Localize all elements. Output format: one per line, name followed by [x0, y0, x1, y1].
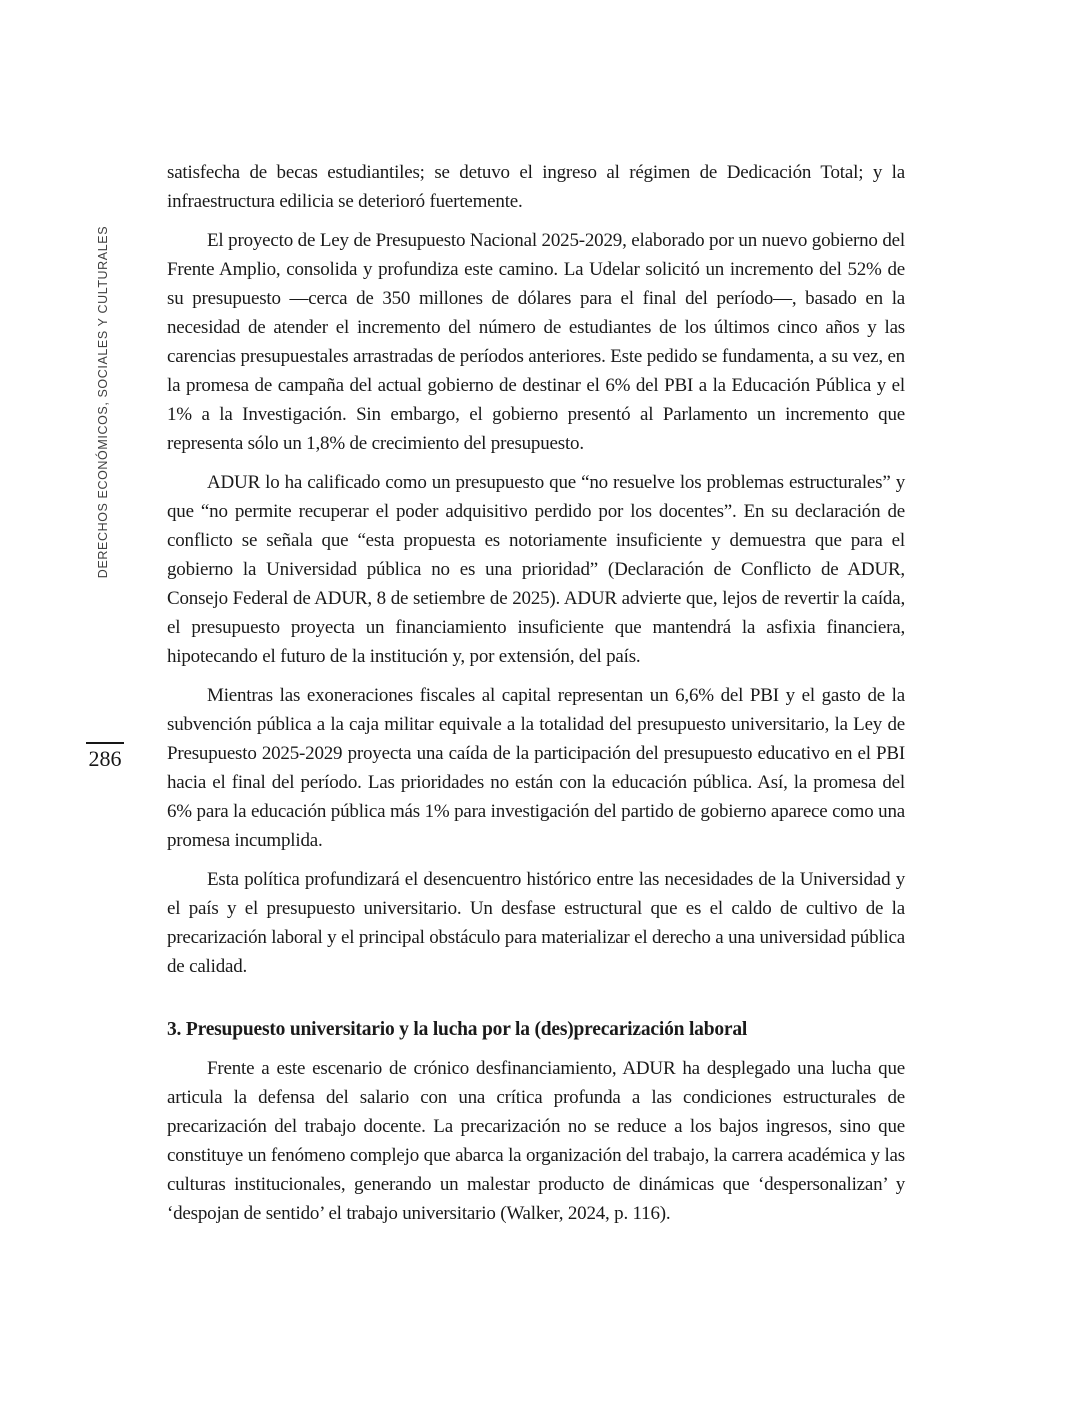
running-head-vertical: DERECHOS ECONÓMICOS, SOCIALES Y CULTURALES [96, 225, 110, 579]
page-number: 286 [88, 746, 122, 771]
body-paragraph: Frente a este escenario de crónico desfinanciamiento, ADUR ha desplegado una lucha que articula la defensa del salario con una crítica profunda a las condiciones estructurales de precarización del trabajo docente. La precarización no se reduce a los bajos ingresos, sino que constituye un fenómeno complejo que abarca la organización del trabajo, la carrera académica y las culturas institucionales, generando un malestar producto de dinámicas que ‘despersonalizan’ y ‘despojan de sentido’ el trabajo universitario (Walker, 2024, p. 116). [167, 1058, 905, 1224]
body-paragraph: El proyecto de Ley de Presupuesto Nacional 2025-2029, elaborado por un nuevo gobierno del Frente Amplio, consolida y profundiza este camino. La Udelar solicitó un incremento del 52% de su presupuesto —cerca de 350 millones de dólares para el final del período—, basado en la necesidad de atender el incremento del número de estudiantes de los últimos cinco años y las carencias presupuestales arrastradas de períodos anteriores. Este pedido se fundamenta, a su vez, en la promesa de campaña del actual gobierno de destinar el 6% del PBI a la Educación Pública y el 1% a la Investigación. Sin embargo, el gobierno presentó al Parlamento un incremento que representa sólo un 1,8% de crecimiento del presupuesto. [167, 230, 905, 454]
page-number-block [84, 742, 126, 770]
page-number-rule [86, 742, 124, 744]
body-text-column [167, 158, 905, 1238]
section-heading: 3. Presupuesto universitario y la lucha por la (des)precarización laboral [167, 1019, 748, 1040]
body-paragraph-continuation: satisfecha de becas estudiantiles; se detuvo el ingreso al régimen de Dedicación Total; y la infraestructura edilicia se deterioró fuertemente. [167, 162, 905, 212]
body-paragraph: ADUR lo ha calificado como un presupuesto que “no resuelve los problemas estructurales” y que “no permite recuperar el poder adquisitivo perdido por los docentes”. En su declaración de conflicto se señala que “esta propuesta es notoriamente insuficiente y demuestra que para el gobierno la Universidad pública no es una prioridad” (Declaración de Conflicto de ADUR, Consejo Federal de ADUR, 8 de setiembre de 2025). ADUR advierte que, lejos de revertir la caída, el presupuesto proyecta un financiamiento insuficiente que mantendrá la asfixia financiera, hipotecando el futuro de la institución y, por extensión, del país. [167, 472, 905, 667]
body-paragraph: Mientras las exoneraciones fiscales al capital representan un 6,6% del PBI y el gasto de la subvención pública a la caja militar equivale a la totalidad del presupuesto universitario, la Ley de Presupuesto 2025-2029 proyecta una caída de la participación del presupuesto educativo en el PBI hacia el final del período. Las prioridades no están con la educación pública. Así, la promesa del 6% para la educación pública más 1% para investigación del partido de gobierno aparece como una promesa incumplida. [167, 685, 905, 851]
body-paragraph: Esta política profundizará el desencuentro histórico entre las necesidades de la Universidad y el país y el presupuesto universitario. Un desfase estructural que es el caldo de cultivo de la precarización laboral y el principal obstáculo para materializar el derecho a una universidad pública de calidad. [167, 869, 905, 977]
